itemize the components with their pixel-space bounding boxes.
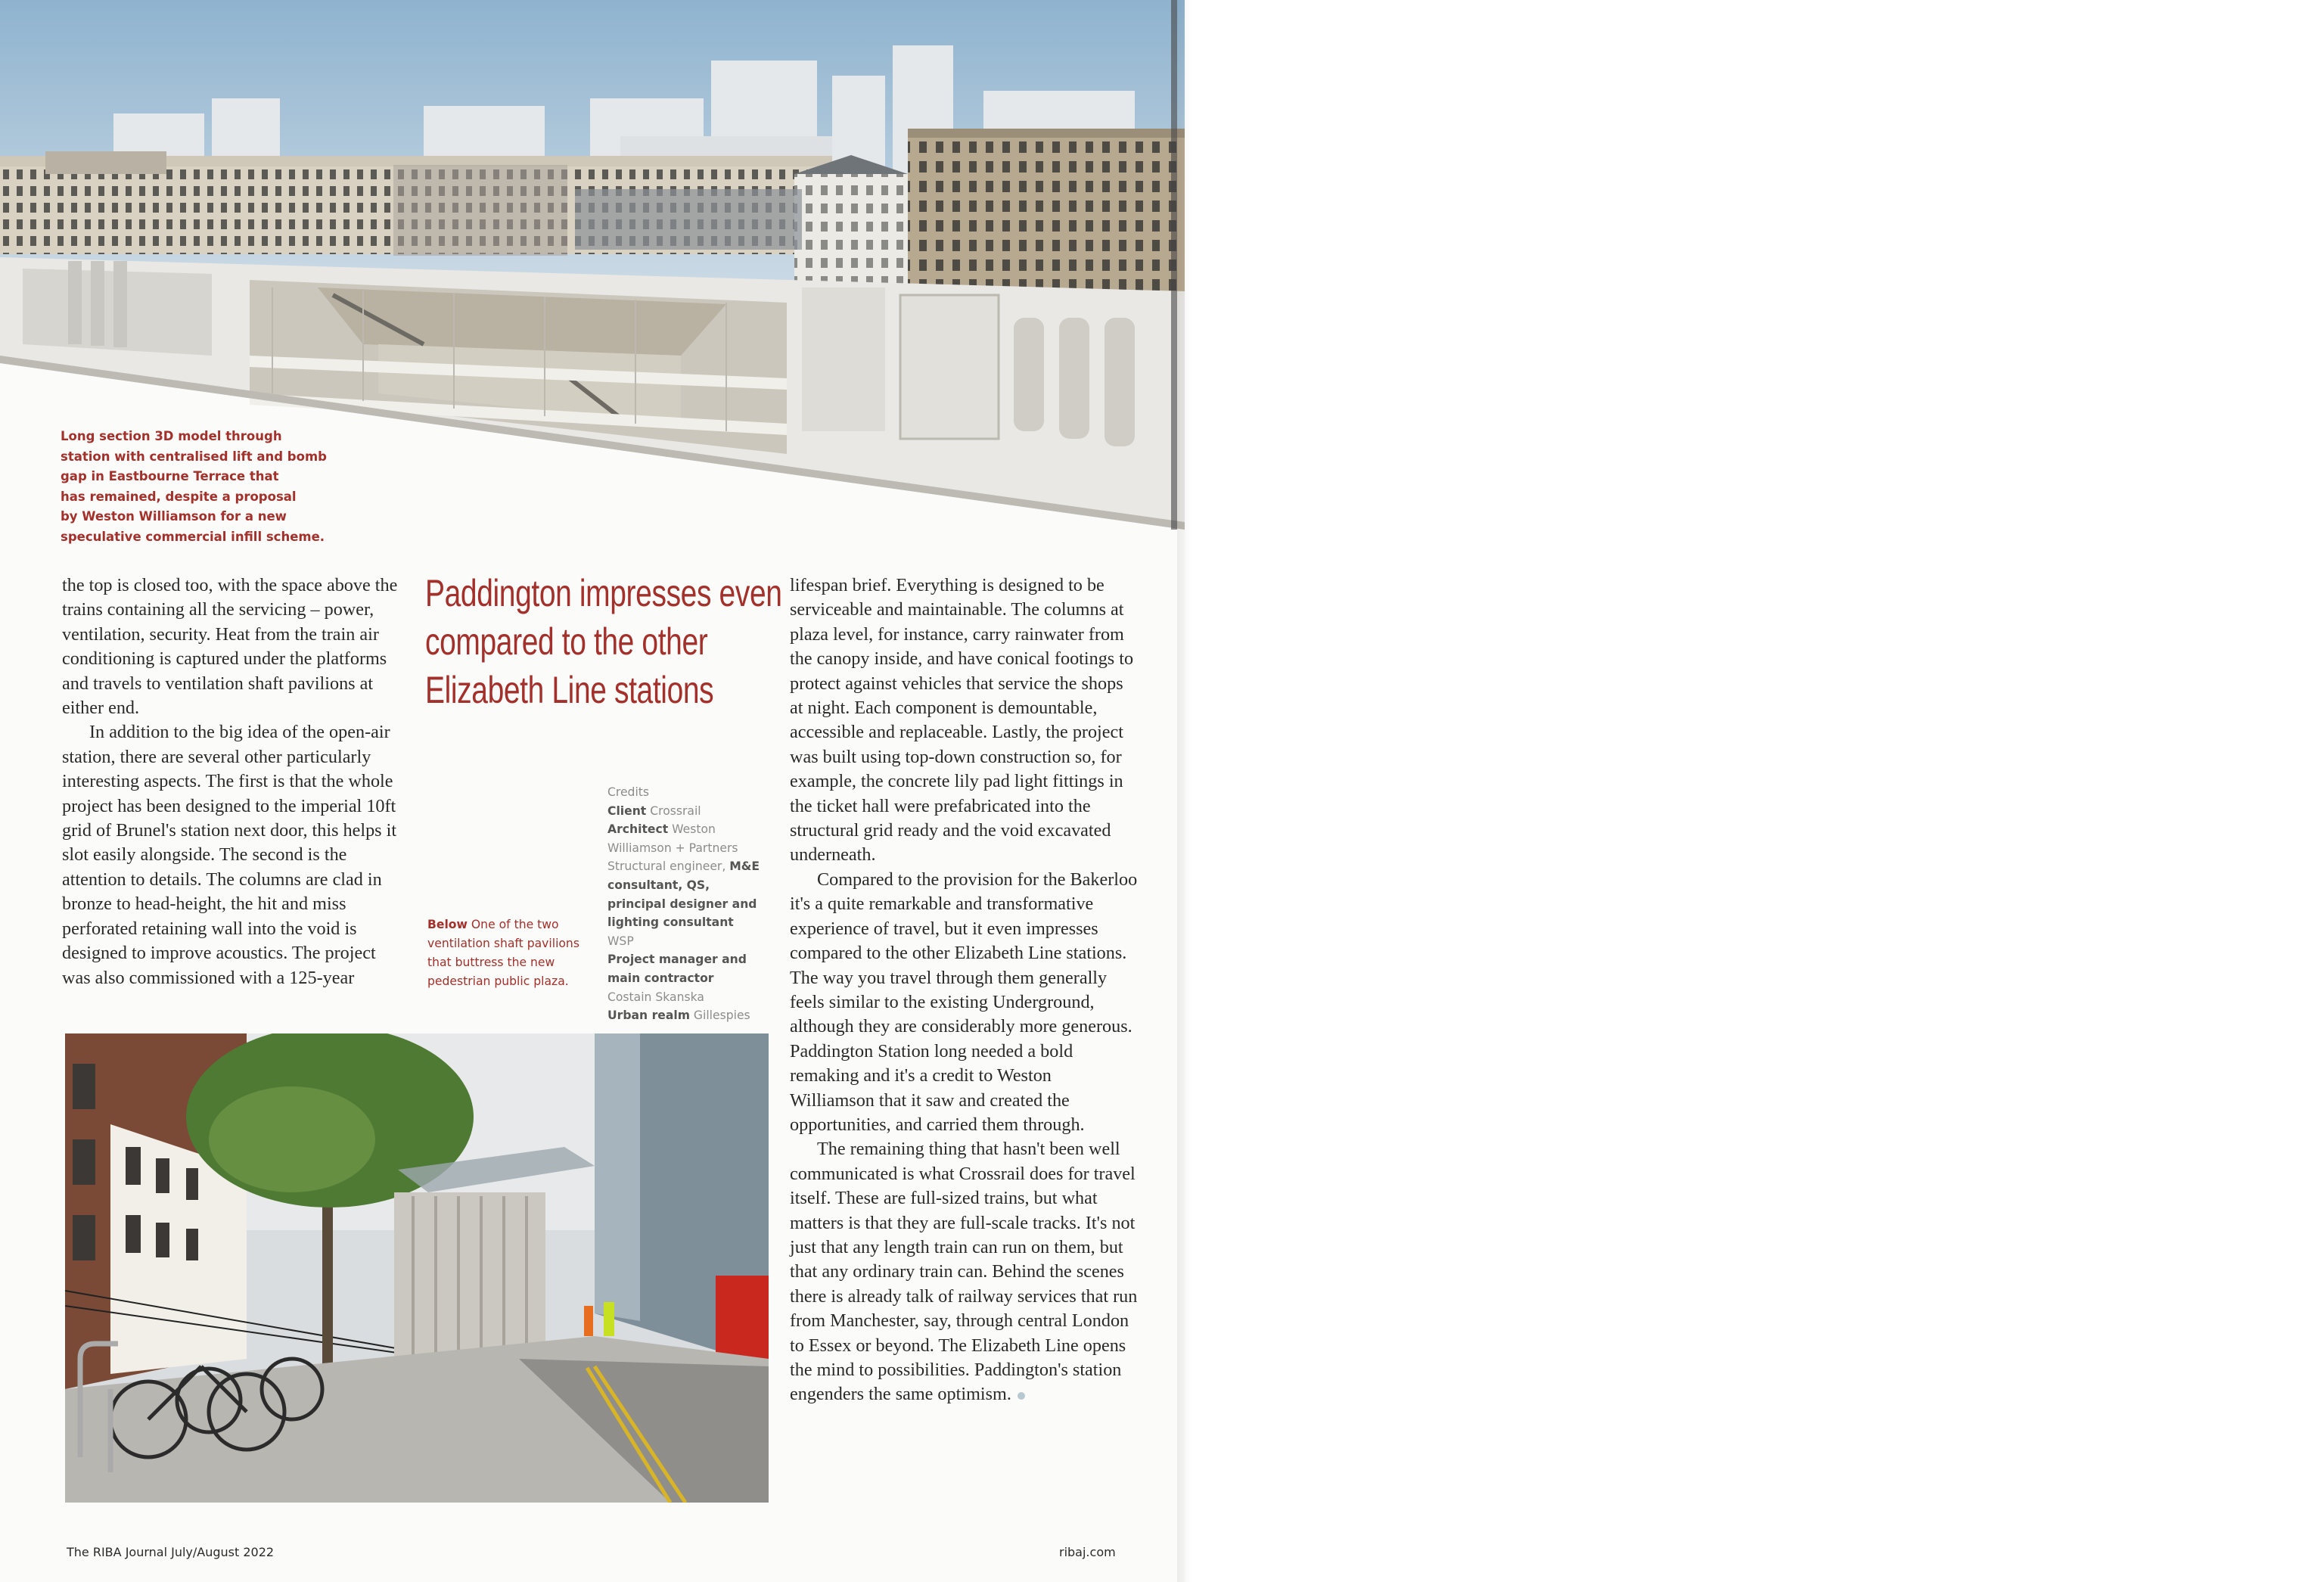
photo-caption-label: Below <box>427 918 468 931</box>
pull-quote <box>425 569 782 714</box>
article-right-column <box>790 573 1138 1407</box>
photo-caption <box>427 915 586 991</box>
credit-value: Crossrail <box>650 803 701 818</box>
photo-caption-text: One of the two ventilation shaft pavilions that buttress the new pedestrian public plaza. <box>427 918 579 988</box>
credit-label: Urban realm <box>607 1009 690 1023</box>
paragraph: the top is closed too, with the space above the trains containing all the servicing – power, ventilation, security. Heat from the train air conditioning is captured under the platforms and travels to ventilation shaft pavilions at either end. <box>62 575 398 719</box>
article-left-column <box>62 573 404 990</box>
pavilion <box>394 1192 545 1359</box>
footer-publication: The RIBA Journal July/August 2022 <box>67 1545 275 1559</box>
paragraph <box>790 1137 1138 1406</box>
credit-value: WSP <box>607 934 634 948</box>
paragraph: Compared to the provision for the Bakerloo it's a quite remarkable and transformative experience of travel, but it even impresses compared to the other Elizabeth Line stations. The way you travel through them generally feels similar to the existing Underground, although they are considerably more generous. Paddington Station long needed a bold remaking and it's a credit to Weston Williamson that it saw and created the opportunities, and carried them through. <box>790 869 1138 1135</box>
credits-heading: Credits <box>607 785 650 799</box>
footer-website: ribaj.com <box>1059 1545 1116 1559</box>
stone-building <box>908 132 1185 299</box>
hero-caption: Long section 3D model through station with centralised lift and bomb gap in Eastbourne Terrace that has remained, despite a proposal by Weston Williamson for a new speculative commercial infill scheme. <box>61 429 327 544</box>
credit-label: M&E consultant, QS, principal designer and lighting consultant <box>607 859 760 930</box>
hero-section-illustration <box>0 0 1185 544</box>
pull-quote-line: Elizabeth Line stations <box>425 669 714 711</box>
pull-quote-line: Paddington impresses even <box>425 572 782 614</box>
credit-value: Costain Skanska <box>607 990 704 1004</box>
credit-value: Weston Williamson + Partners <box>607 822 738 855</box>
red-bus <box>716 1276 769 1359</box>
credit-label: Project manager and main contractor <box>607 953 747 985</box>
end-mark-icon <box>1018 1392 1025 1400</box>
white-building <box>794 174 908 295</box>
credit-value: Gillespies <box>693 1009 750 1023</box>
paragraph-text: The remaining thing that hasn't been well communicated is what Crossrail does for travel itself. These are full-sized trains, but what matters is that they are full-scale tracks. It's not just that any length train can run on them, but that any ordinary train can. Behind the scenes there is already talk of railway services that run from Manchester, say, through central London to Essex or beyond. The Elizabeth Line opens the mind to possibilities. Paddington's station engenders the same optimism. <box>790 1139 1138 1405</box>
credit-label: Structural engineer, <box>607 859 730 874</box>
credit-label: Client <box>607 803 647 818</box>
page-edge-shadow <box>1177 0 1192 1582</box>
ventilation-pavilion-photo <box>65 1033 769 1503</box>
pull-quote-line: compared to the other <box>425 620 708 663</box>
paragraph: In addition to the big idea of the open-air station, there are several other particularly interesting aspects. The first is that the whole project has been designed to the imperial 10ft grid of Brunel's station next door, this helps it slot easily alongside. The second is the attention to details. The columns are clad in bronze to head-height, the hit and miss perforated retaining wall into the void is designed to improve acoustics. The project was also commissioned with a 125-year <box>62 722 397 988</box>
credits-box <box>607 783 766 1025</box>
credit-label: Architect <box>607 822 669 837</box>
paragraph: lifespan brief. Everything is designed to be serviceable and maintainable. The columns at plaza level, for instance, carry rainwater from the canopy inside, and have conical footings to protect against vehicles that service the shops at night. Each component is demountable, accessible and replaceable. Lastly, the project was built using top-down construction so, for example, the concrete lily pad light fittings in the ticket hall were prefabricated into the structural grid ready and the void excavated underneath. <box>790 575 1134 866</box>
